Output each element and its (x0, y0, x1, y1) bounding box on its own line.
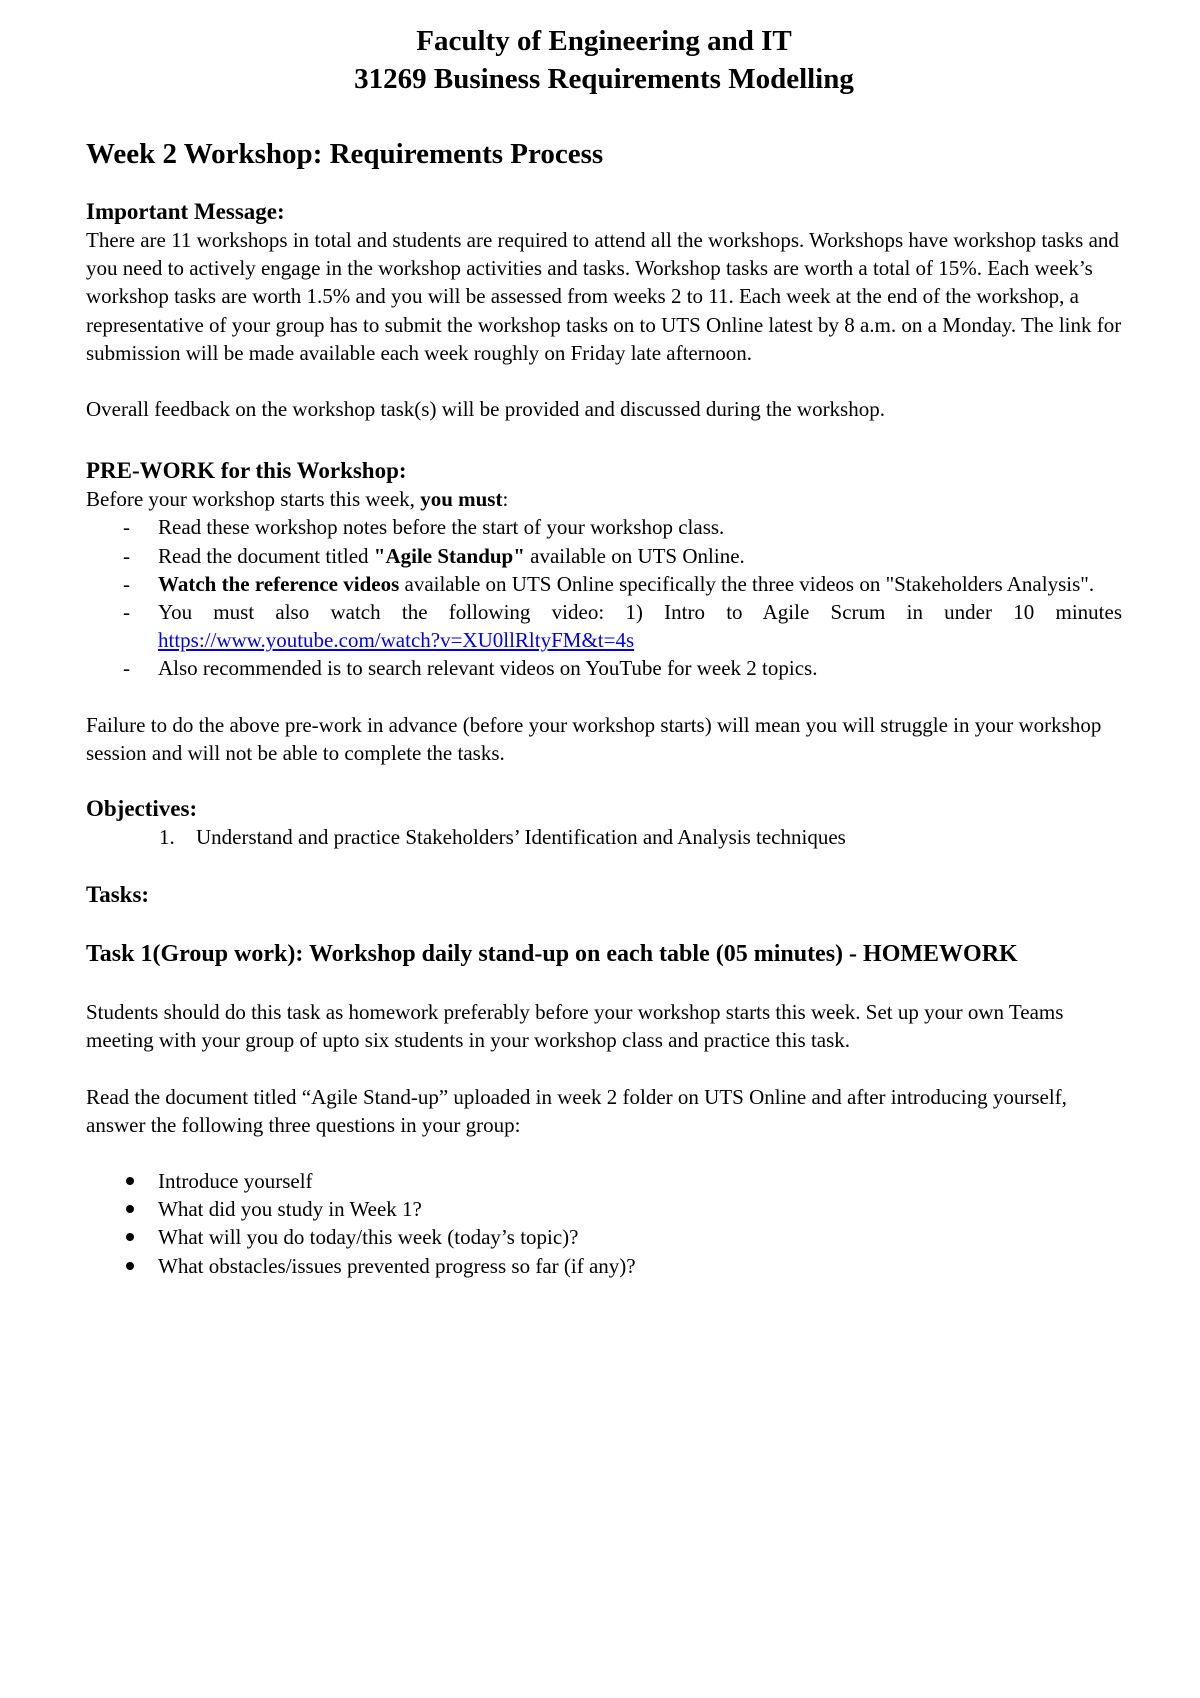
prework-heading: PRE-WORK for this Workshop: (86, 458, 407, 484)
task1-paragraph-2: Read the document titled “Agile Stand-up” uploaded in week 2 folder on UTS Online and after introducing yourself, answer the following three questions in your group: (86, 1084, 1067, 1137)
number-marker: 1. (159, 825, 175, 850)
dash-marker: - (123, 571, 130, 596)
list-item: - Read the document titled "Agile Standup" available on UTS Online. (86, 542, 1122, 570)
list-item: - You must also watch the following video: 1) Intro to Agile Scrum in under 10 minutes https://www.youtube.com/watch?v=XU0llRltyFM&t=4s (123, 600, 1122, 653)
bullet-icon (126, 1205, 134, 1213)
page-title: Week 2 Workshop: Requirements Process (86, 138, 604, 170)
list-item: What will you do today/this week (today’s topic)? (86, 1223, 1122, 1251)
must-emphasis: you must (420, 487, 503, 512)
dash-marker: - (123, 543, 130, 568)
dash-marker: - (123, 600, 130, 625)
prework-list (86, 513, 1122, 682)
objectives-list (86, 823, 1122, 851)
feedback-paragraph: Overall feedback on the workshop task(s) will be provided and discussed during the workshop. (86, 397, 885, 422)
list-item: Introduce yourself (86, 1167, 1122, 1195)
list-item: - Watch the reference videos available on UTS Online specifically the three videos on "Stakeholders Analysis". (86, 570, 1122, 598)
dash-marker: - (123, 515, 130, 540)
list-item: - Also recommended is to search relevant videos on YouTube for week 2 topics. (86, 654, 1122, 682)
bullet-icon (126, 1262, 134, 1270)
faculty-title: Faculty of Engineering and IT (416, 25, 792, 57)
task1-heading: Task 1(Group work): Workshop daily stand-up on each table (05 minutes) - HOMEWORK (86, 941, 1018, 968)
prework-intro: Before your workshop starts this week, you must: (86, 487, 509, 512)
important-message-body: There are 11 workshops in total and students are required to attend all the workshops. Workshops have workshop tasks and you need to actively engage in the workshop activities and tasks. Workshop tasks are worth a total of 15%. Each week’s workshop tasks are worth 1.5% and you will be assessed from weeks 2 to 11. Each week at the end of the workshop, a representative of your group has to submit the workshop tasks on to UTS Online latest by 8 a.m. on a Monday. The link for submission will be made available each week roughly on Friday late afternoon. (86, 228, 1122, 365)
objectives-heading: Objectives: (86, 796, 198, 822)
list-item: What did you study in Week 1? (86, 1195, 1122, 1223)
failure-warning: Failure to do the above pre-work in advance (before your workshop starts) will mean you will struggle in your workshop session and will not be able to complete the tasks. (86, 712, 1102, 765)
important-message-heading: Important Message: (86, 199, 285, 224)
list-item: What obstacles/issues prevented progress so far (if any)? (86, 1252, 1122, 1280)
dash-marker: - (123, 656, 130, 681)
list-item: 1. Understand and practice Stakeholders’ Identification and Analysis techniques (86, 823, 1122, 851)
list-item: - Read these workshop notes before the start of your workshop class. (86, 513, 1122, 541)
bullet-icon (126, 1233, 134, 1241)
youtube-video-link[interactable]: https://www.youtube.com/watch?v=XU0llRltyFM&t=4s (158, 628, 635, 653)
task1-paragraph-1: Students should do this task as homework preferably before your workshop starts this week. Set up your own Teams meeting with your group of upto six students in your workshop class and practice this task. (86, 1000, 1064, 1053)
document-header (86, 22, 1122, 98)
subject-title: 31269 Business Requirements Modelling (354, 63, 854, 95)
tasks-heading: Tasks: (86, 882, 150, 908)
bullet-icon (126, 1177, 134, 1185)
standup-questions-list (86, 1167, 1122, 1280)
document-page (86, 22, 1122, 1280)
